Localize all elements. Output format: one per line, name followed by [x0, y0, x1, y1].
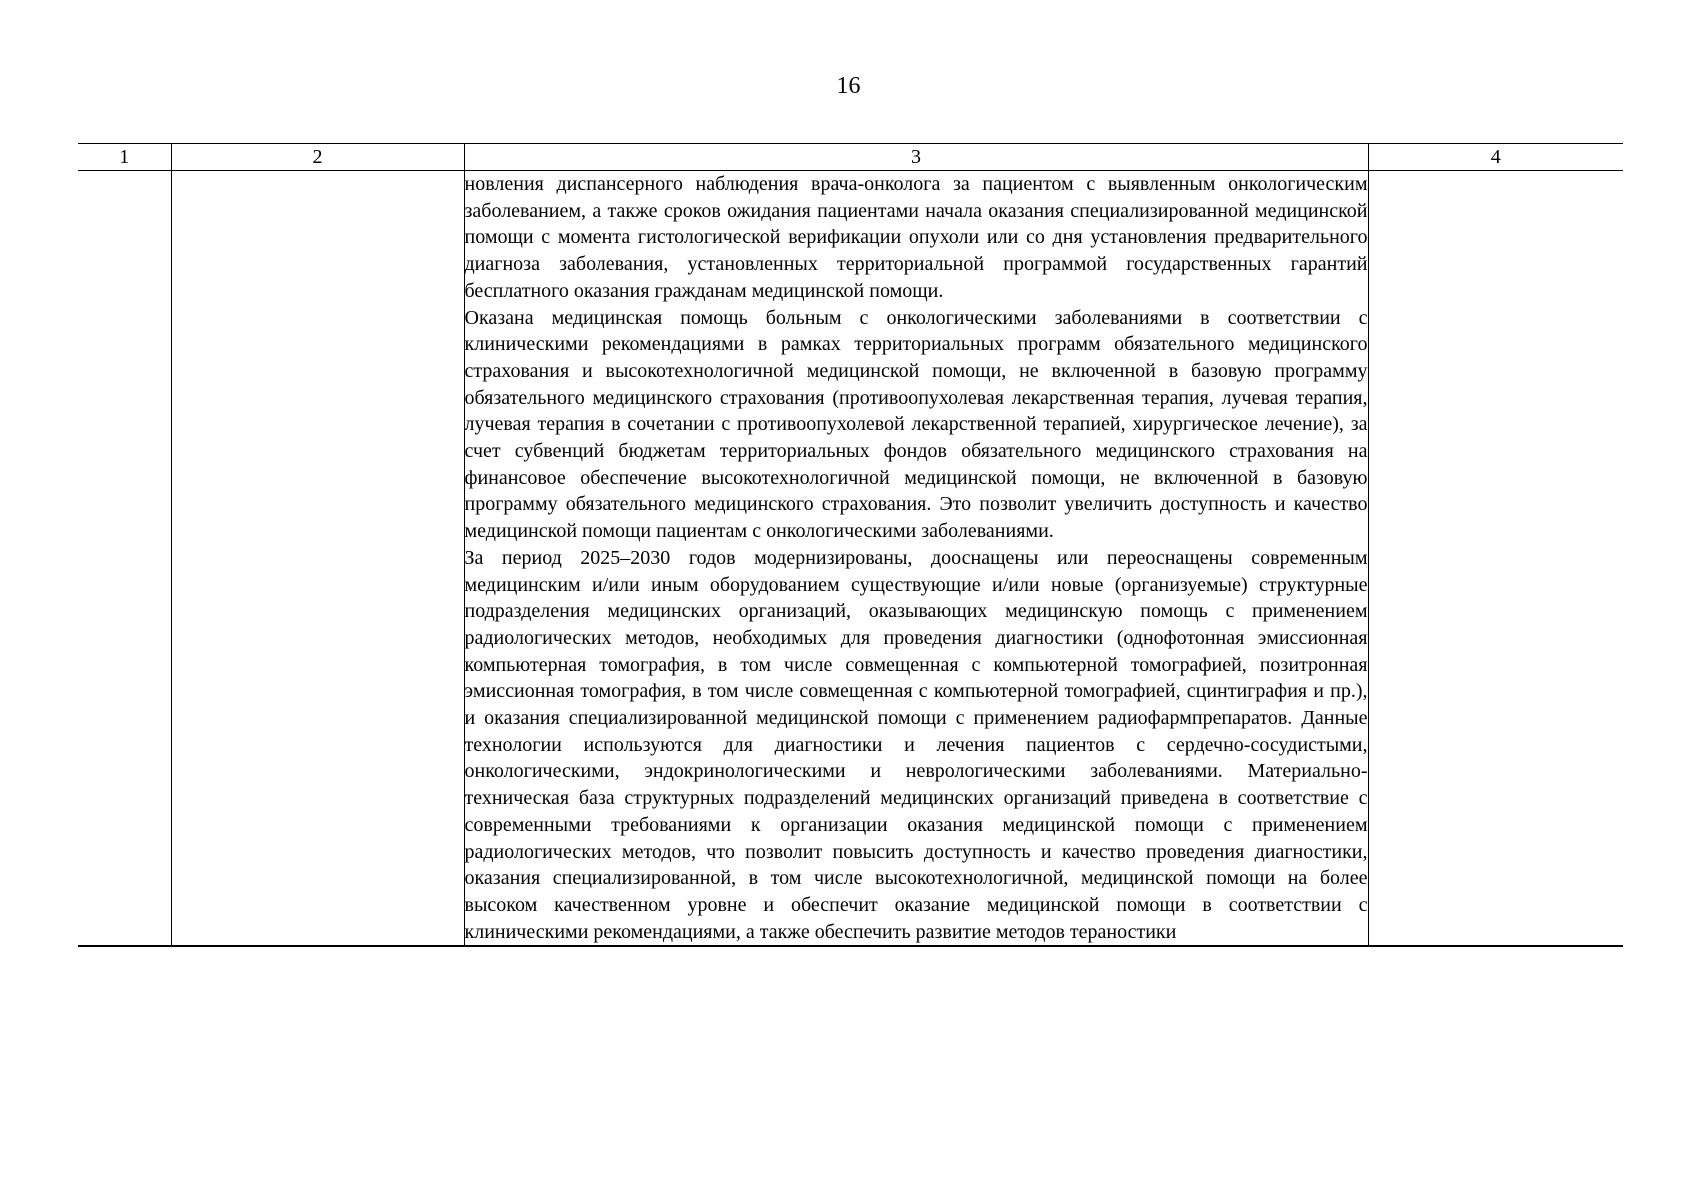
column-header-1: 1 [78, 144, 171, 171]
table-row [78, 171, 1623, 947]
column-header-3: 3 [464, 144, 1368, 171]
column-header-4: 4 [1368, 144, 1623, 171]
column-header-2: 2 [171, 144, 464, 171]
cell-col3 [464, 171, 1368, 947]
paragraph-3: За период 2025–2030 годов модернизированы, дооснащены или переоснащены современным медицинским и/или иным оборудованием существующие и/или новые (организуемые) структурные подразделения медицинских организаций, оказывающих медицинскую помощь с применением радиологических методов, необходимых для проведения диагностики (однофотонная эмиссионная компьютерная томография, в том числе совмещенная с компьютерной томографией, позитронная эмиссионная томография, в том числе совмещенная с компьютерной томографией, сцинтиграфия и пр.), и оказания специализированной медицинской помощи с применением радиофармпрепаратов. Данные технологии используются для диагностики и лечения пациентов с сердечно-сосудистыми, онкологическими, эндокринологическими и неврологическими заболеваниями. Материально-техническая база структурных подразделений медицинских организаций приведена в соответствие с современными требованиями к организации оказания медицинской помощи с применением радиологических методов, что позволит повысить доступность и качество проведения диагностики, оказания специализированной, в том числе высокотехнологичной, медицинской помощи на более высоком качественном уровне и обеспечит оказание медицинской помощи в соответствии с клиническими рекомендациями, а также обеспечить развитие методов тераностики [464, 546, 1368, 943]
document-table [78, 143, 1623, 947]
table-header-row [78, 144, 1623, 171]
cell-col1 [78, 171, 171, 947]
page-number: 16 [836, 73, 861, 99]
cell-col2 [171, 171, 464, 947]
paragraph-2: Оказана медицинская помощь больным с онкологическими заболеваниями в соответствии с клиническими рекомендациями в рамках территориальных программ обязательного медицинского страхования и высокотехнологичной медицинской помощи, не включенной в базовую программу обязательного медицинского страхования (противоопухолевая лекарственная терапия, лучевая терапия, лучевая терапия в сочетании с противоопухолевой лекарственной терапией, хирургическое лечение), за счет субвенций бюджетам территориальных фондов обязательного медицинского страхования на финансовое обеспечение высокотехнологичной медицинской помощи, не включенной в базовую программу обязательного медицинского страхования. Это позволит увеличить доступность и качество медицинской помощи пациентам с онкологическими заболеваниями. [464, 306, 1368, 543]
paragraph-1: новления диспансерного наблюдения врача-онколога за пациентом с выявленным онкологическим заболеванием, а также сроков ожидания пациентами начала оказания специализированной медицинской помощи с момента гистологической верификации опухоли или со дня установления предварительного диагноза заболевания, установленных территориальной программой государственных гарантий бесплатного оказания гражданам медицинской помощи. [464, 173, 1368, 302]
cell-col4 [1368, 171, 1623, 947]
